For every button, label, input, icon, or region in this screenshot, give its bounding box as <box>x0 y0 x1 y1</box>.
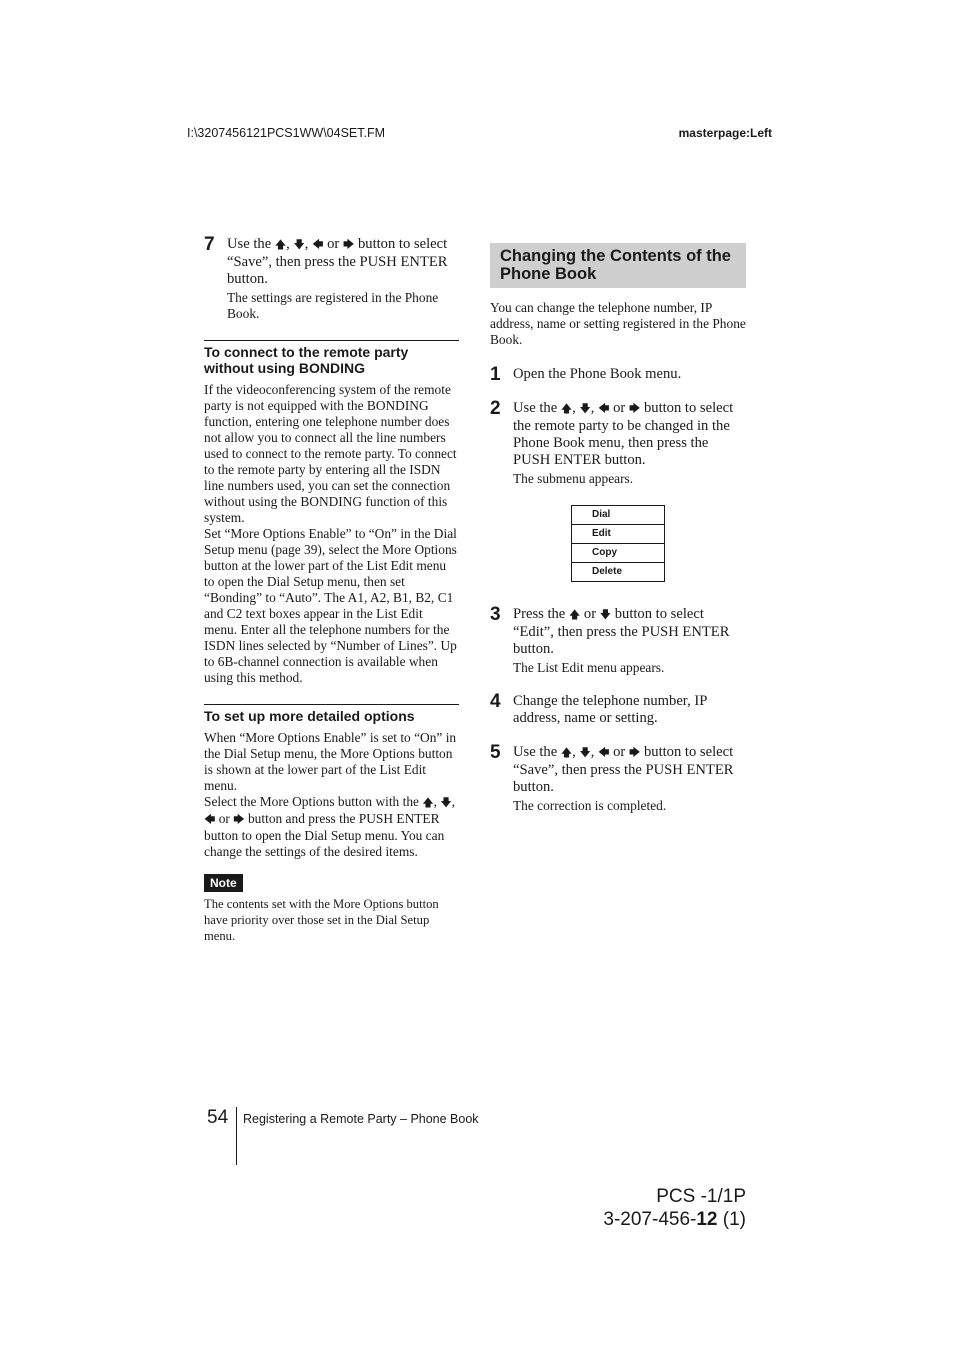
step-2 <box>490 400 746 487</box>
file-path: I:\3207456121PCS1WW\04SET.FM <box>187 126 386 140</box>
step-number: 2 <box>490 398 501 419</box>
step-1 <box>490 366 746 383</box>
step-number: 3 <box>490 604 501 625</box>
intro-text: You can change the telephone number, IP address, name or setting registered in the Phone Book. <box>490 300 746 347</box>
arrow-down-icon: 🡇 <box>579 747 591 759</box>
page-number: 54 <box>207 1107 229 1128</box>
arrow-left-icon: 🡄 <box>204 814 216 826</box>
arrow-down-icon: 🡇 <box>440 797 452 809</box>
step-number: 5 <box>490 742 501 763</box>
arrow-up-icon: 🡅 <box>560 747 573 759</box>
step-text: Press the 🡅 or 🡇 button to select “Edit”, then press the PUSH ENTER button. <box>513 606 730 657</box>
arrow-right-icon: 🡆 <box>233 814 245 826</box>
arrow-right-icon: 🡆 <box>628 403 641 415</box>
submenu-item-dial[interactable]: Dial <box>572 506 664 525</box>
step-text: Use the 🡅, 🡇, 🡄 or 🡆 button to select “Save”, then press the PUSH ENTER button. <box>513 744 734 795</box>
bonding-heading: To connect to the remote party without using BONDING <box>204 344 409 376</box>
arrow-up-icon: 🡅 <box>422 797 434 809</box>
submenu-illustration <box>490 505 746 582</box>
detailed-para-1: When “More Options Enable” is set to “On” in the Dial Setup menu, the More Options button is shown at the lower part of the List Edit menu. <box>204 730 457 793</box>
arrow-up-icon: 🡅 <box>274 239 287 251</box>
step-text: Open the Phone Book menu. <box>513 366 682 382</box>
step-5 <box>490 744 746 814</box>
divider <box>204 340 459 341</box>
step-text: Use the 🡅, 🡇, 🡄 or 🡆 button to select the remote party to be changed in the Phone Book menu, then press the PUSH ENTER button. <box>513 400 734 468</box>
step-7 <box>204 236 459 322</box>
step-result: The submenu appears. <box>513 471 634 486</box>
note-text: The contents set with the More Options button have priority over those set in the Dial Setup menu. <box>204 897 439 943</box>
step-4 <box>490 693 746 727</box>
arrow-left-icon: 🡄 <box>312 239 324 251</box>
masterpage-label: masterpage:Left <box>678 126 772 140</box>
step-text: Use the 🡅, 🡇, 🡄 or 🡆 button to select “Save”, then press the PUSH ENTER button. <box>227 236 448 287</box>
step-number: 1 <box>490 364 501 385</box>
step-3 <box>490 606 746 676</box>
submenu-box <box>571 505 665 582</box>
step-result: The settings are registered in the Phone Book. <box>227 290 439 321</box>
arrow-right-icon: 🡆 <box>628 747 641 759</box>
left-column <box>204 236 459 944</box>
arrow-left-icon: 🡄 <box>598 747 610 759</box>
arrow-up-icon: 🡅 <box>568 609 581 621</box>
right-column <box>490 243 746 814</box>
step-text: Change the telephone number, IP address, name or setting. <box>513 693 707 726</box>
step-number: 7 <box>204 234 215 255</box>
arrow-down-icon: 🡇 <box>579 403 591 415</box>
divider <box>204 704 459 705</box>
step-result: The correction is completed. <box>513 798 667 813</box>
arrow-right-icon: 🡆 <box>342 239 355 251</box>
arrow-down-icon: 🡇 <box>293 239 305 251</box>
submenu-item-edit[interactable]: Edit <box>572 525 664 544</box>
bonding-para-1: If the videoconferencing system of the remote party is not equipped with the BONDING function, entering one telephone number does not allow you to connect all the line numbers used to connect to the remote party. To connect to the remote party by entering all the ISDN line numbers used, you can set the connection without using the BONDING function of this system. <box>204 382 457 525</box>
document-code: 3-207-456-12 (1) <box>603 1209 746 1230</box>
section-title: Changing the Contents of the Phone Book <box>490 243 746 288</box>
submenu-item-delete[interactable]: Delete <box>592 566 623 577</box>
step-number: 4 <box>490 691 501 712</box>
arrow-down-icon: 🡇 <box>599 609 612 621</box>
step-result: The List Edit menu appears. <box>513 660 665 675</box>
footer-divider <box>236 1107 237 1165</box>
note-block <box>204 874 459 944</box>
footer-section-title: Registering a Remote Party – Phone Book <box>243 1112 479 1126</box>
detailed-heading: To set up more detailed options <box>204 708 415 724</box>
arrow-up-icon: 🡅 <box>560 403 573 415</box>
detailed-para-2: Select the More Options button with the 🡅, 🡇, 🡄 or 🡆 button and press the PUSH ENTER button to open the Dial Setup menu. You can change the settings of the desired items. <box>204 794 456 859</box>
note-badge: Note <box>204 874 243 892</box>
submenu-item-copy[interactable]: Copy <box>572 544 664 563</box>
model-code: PCS -1/1P <box>656 1186 746 1207</box>
bonding-para-2: Set “More Options Enable” to “On” in the Dial Setup menu (page 39), select the More Options button at the lower part of the List Edit menu to open the Dial Setup menu, then set “Bonding” to “Auto”. The A1, A2, B1, B2, C1 and C2 text boxes appear in the List Edit menu. Enter all the telephone numbers for the ISDN lines selected by “Number of Lines”. Up to 6B-channel connection is available when using this method. <box>204 526 457 685</box>
arrow-left-icon: 🡄 <box>598 403 610 415</box>
